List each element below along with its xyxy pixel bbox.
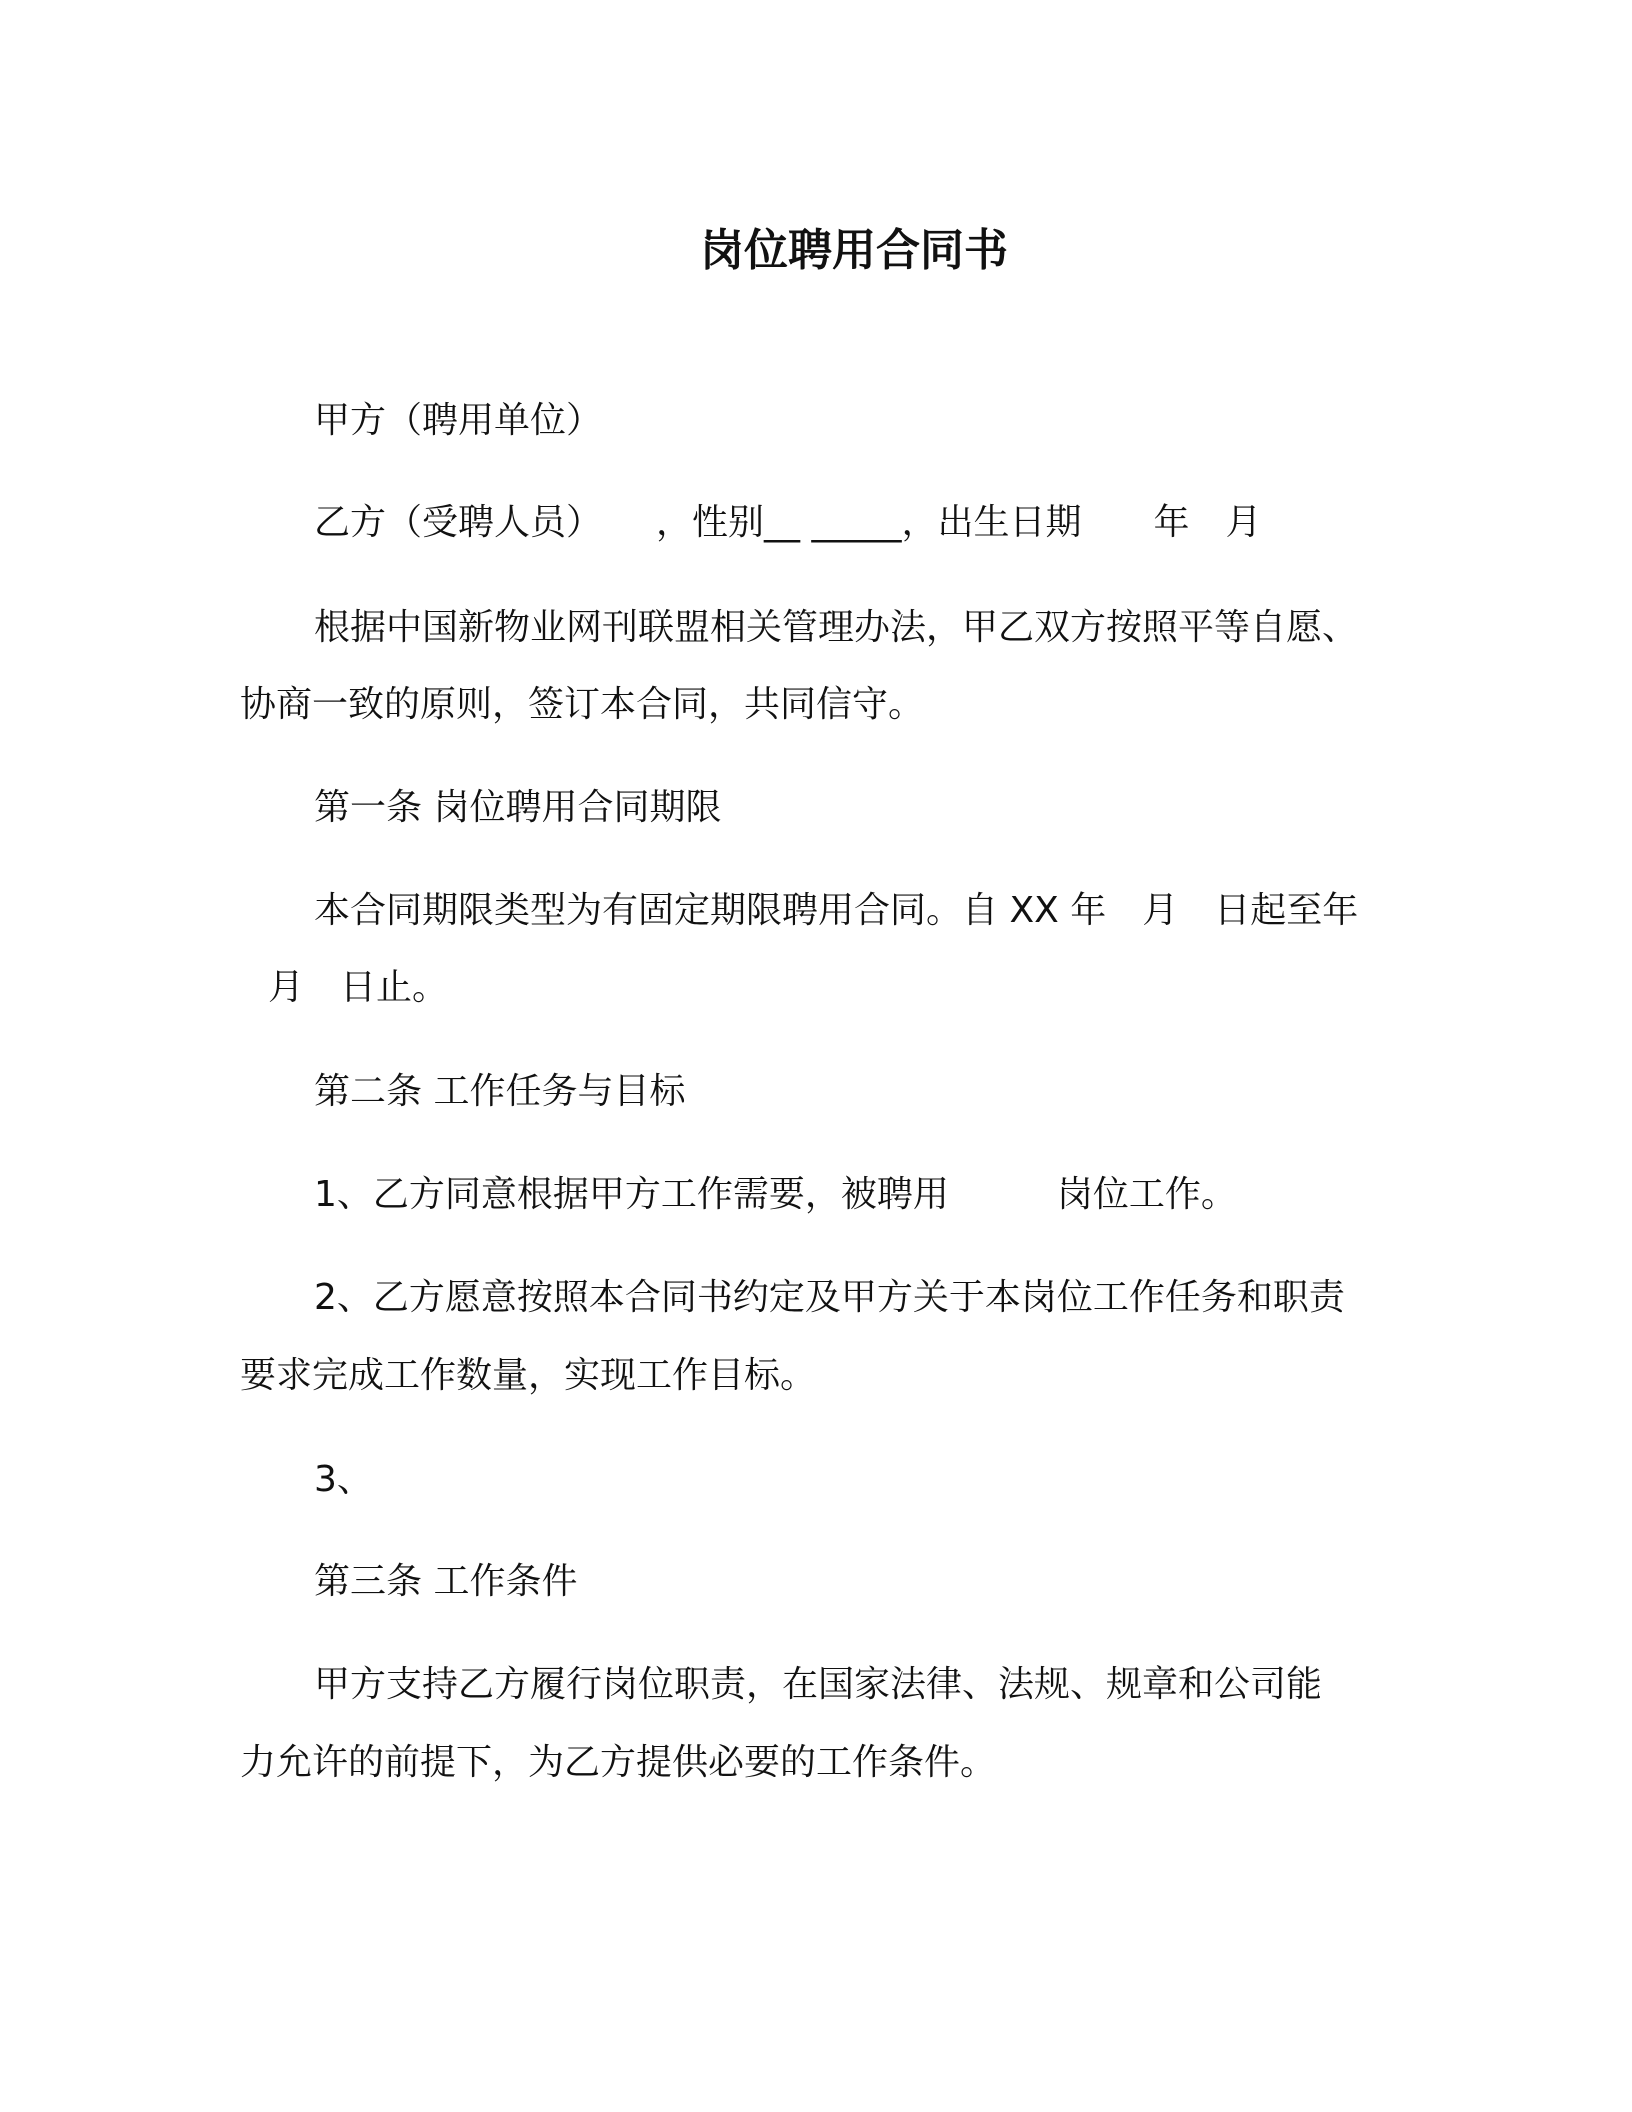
article-2-item-3: 3、 xyxy=(314,1459,373,1500)
article-2-item-1: 1、乙方同意根据甲方工作需要，被聘用 岗位工作。 xyxy=(314,1174,1237,1215)
intro-paragraph-line-2: 协商一致的原则，签订本合同，共同信守。 xyxy=(240,684,925,725)
article-3-body-line-1: 甲方支持乙方履行岗位职责，在国家法律、法规、规章和公司能 xyxy=(314,1664,1323,1705)
article-3-title: 第三条 工作条件 xyxy=(314,1561,578,1602)
article-2-title: 第二条 工作任务与目标 xyxy=(314,1071,686,1112)
article-3-body-line-2: 力允许的前提下，为乙方提供必要的工作条件。 xyxy=(240,1742,997,1783)
party-a-line: 甲方（聘用单位） xyxy=(314,400,603,441)
article-1-body-line-1: 本合同期限类型为有固定期限聘用合同。自 XX 年 月 日起至年 xyxy=(314,890,1359,931)
article-2-item-2-line-2: 要求完成工作数量，实现工作目标。 xyxy=(240,1355,817,1396)
article-1-body-line-2: 月 日止。 xyxy=(268,967,449,1008)
article-2-item-2-line-1: 2、乙方愿意按照本合同书约定及甲方关于本岗位工作任务和职责 xyxy=(314,1277,1345,1318)
document-title: 岗位聘用合同书 xyxy=(700,225,1008,276)
party-b-line: 乙方（受聘人员） ，性别__ _____，出生日期 年 月 xyxy=(314,502,1262,543)
intro-paragraph-line-1: 根据中国新物业网刊联盟相关管理办法，甲乙双方按照平等自愿、 xyxy=(314,607,1359,648)
article-1-title: 第一条 岗位聘用合同期限 xyxy=(314,787,722,828)
